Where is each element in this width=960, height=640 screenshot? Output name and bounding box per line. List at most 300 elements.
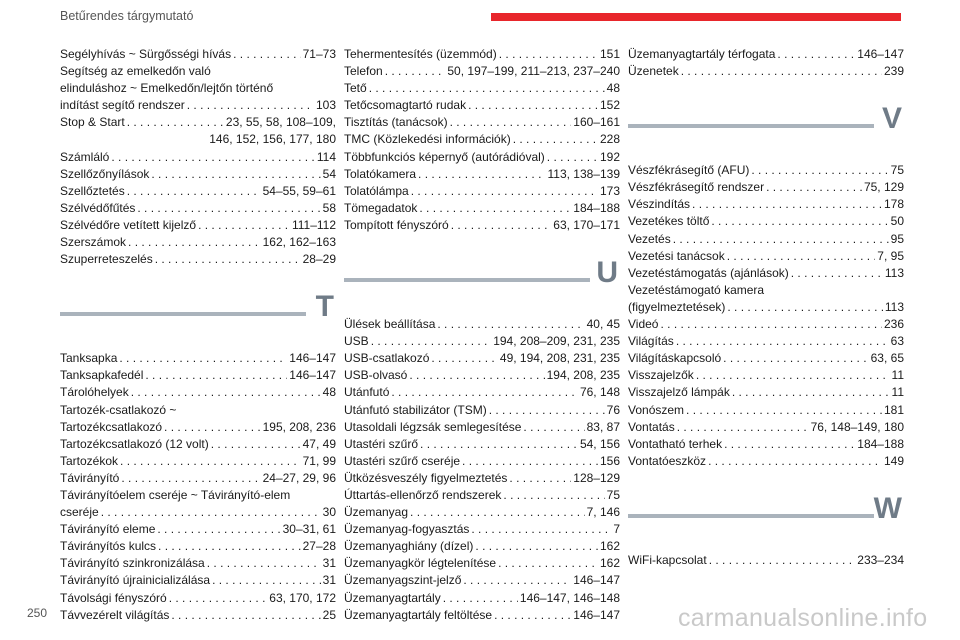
dot-leader [503,487,604,504]
dot-leader [471,521,611,538]
dot-leader [676,333,889,350]
index-entry-pages: 236 [883,317,904,332]
dot-leader [791,265,883,282]
index-entry [628,162,904,179]
section-divider-rule [344,278,590,282]
index-entry-term: TMC (Közlekedési információk) [344,132,511,147]
index-entry [60,436,336,453]
section-letter: U [596,256,618,290]
dot-leader [777,46,855,63]
index-entry [628,350,904,367]
index-entry [628,196,904,213]
dot-leader [121,470,260,487]
index-entry-pages: 239 [883,64,904,79]
index-entry [60,572,336,589]
index-entry-pages-continued: 146, 152, 156, 177, 180 [209,132,336,147]
index-entry-row [60,470,336,487]
index-entry-pages: 178 [883,197,904,212]
index-entry-row [628,316,904,333]
index-entry-term: Tárolóhelyek [60,385,129,400]
index-entry-pages: 49, 194, 208, 231, 235 [499,351,620,366]
dot-leader [418,166,545,183]
index-entry-pages: 113 [884,299,904,314]
watermark: carmanualsonline.info [678,604,928,632]
index-entry [344,63,620,80]
index-entry-term: Szellőzőnyílások [60,166,150,181]
dot-leader [509,470,571,487]
index-entry-term: Stop & Start [60,115,125,130]
index-entry-term: (figyelmeztetések) [628,299,726,314]
index-entry [344,97,620,114]
dot-leader [111,149,315,166]
section-header-t [60,288,336,338]
dot-leader [681,63,882,80]
dot-leader [462,453,598,470]
index-entry-term: Tompított fényszóró [344,217,449,232]
index-column-2 [344,46,620,624]
index-entry-term: Üzemanyagtartály [344,590,441,605]
dot-leader [101,504,321,521]
index-entry [344,607,620,624]
dot-leader [137,200,320,217]
index-entry [344,131,620,148]
index-entry-term: Üzemanyag [344,505,409,520]
index-entry-term: Tolatókamera [344,166,417,181]
index-entry [344,166,620,183]
index-entry-row [344,607,620,624]
index-entry [60,555,336,572]
dot-leader [151,166,320,183]
index-entry [60,402,336,436]
index-entry-pages: 75, 129 [863,180,904,195]
index-entry [344,538,620,555]
index-entry [60,350,336,367]
index-entry [60,590,336,607]
dot-leader [708,453,882,470]
index-entry-row [628,350,904,367]
dot-leader [513,131,598,148]
index-entry [344,80,620,97]
index-entry [60,453,336,470]
index-entry-row [60,149,336,166]
index-entry [628,248,904,265]
index-entry [628,265,904,282]
index-entry-term: Vontatható terhek [628,436,723,451]
index-entry-row [628,436,904,453]
index-entry-row [60,200,336,217]
index-entry [344,504,620,521]
index-entry [628,384,904,401]
index-entry-term: Szellőztetés [60,183,125,198]
dot-leader [158,538,301,555]
index-entry-pages: 162, 162–163 [262,235,336,250]
index-entry-row [344,63,620,80]
index-entry [60,367,336,384]
index-entry-row [60,183,336,200]
index-entry [628,333,904,350]
index-entry-pages: 151 [599,47,620,61]
index-column-3 [628,46,904,569]
dot-leader [727,248,876,265]
index-entry [628,453,904,470]
index-entry-term: Vontatás [628,419,675,434]
index-entry [60,521,336,538]
index-entry-row [628,46,904,63]
index-entry-row [628,231,904,248]
index-entry [344,333,620,350]
index-entry-pages: 75 [890,163,904,178]
index-entry-pages: 27–28 [302,539,336,554]
index-entry-pages: 113 [884,265,904,280]
index-entry-pages: 54 [322,166,336,181]
index-entry-row [628,402,904,419]
dot-leader [411,183,598,200]
index-entry-term: Segélyhívás ~ Sürgősségi hívás [60,47,232,61]
index-entry-row [628,419,904,436]
index-entry-term: Többfunkciós képernyő (autórádióval) [344,149,545,164]
index-entry-row [628,384,904,401]
index-entry-row [344,316,620,333]
section-header-w [628,490,904,540]
index-entry-pages: 47, 49 [302,436,336,451]
index-entry-pages: 7, 95 [877,248,904,263]
index-entry [628,367,904,384]
index-entry-pages: 192 [599,149,620,164]
index-entry-pages: 103 [315,98,336,113]
index-entry-row [60,46,336,63]
index-entry-row [344,131,620,148]
index-entry-row [344,333,620,350]
index-entry [60,234,336,251]
dot-leader [164,419,261,436]
dot-leader [207,555,321,572]
index-entry-pages: 58 [322,200,336,215]
index-entry [344,402,620,419]
index-entry-pages: 63 [890,334,904,349]
index-entry-term: Segítség az emelkedőn való [60,64,211,79]
index-entry [628,419,904,436]
index-entry-pages: 54, 156 [579,436,620,451]
index-entry-row [344,217,620,234]
dot-leader [673,231,889,248]
index-entry-row [60,97,336,114]
index-entry-row [628,162,904,179]
index-entry-term: Távirányító újrainicializálása [60,573,211,588]
index-entry-term: Szuperreteszelés [60,252,153,267]
index-entry-term: Utasoldali légzsák semlegesítése [344,419,522,434]
dot-leader [724,436,855,453]
index-entry-row [628,333,904,350]
index-entry-row [60,251,336,268]
index-entry-term: Visszajelző lámpák [628,385,730,400]
index-entry-pages: 30–31, 61 [282,522,336,537]
index-entry [628,282,904,316]
index-entry-row [344,166,620,183]
index-entry-row [344,384,620,401]
dot-leader [198,217,290,234]
index-entry-row [60,367,336,384]
index-entry-term: Tetőcsomagtartó rudak [344,98,467,113]
section-letter: T [315,290,334,324]
dot-leader [696,367,890,384]
index-entry-row [60,166,336,183]
index-entry-row [60,114,336,131]
index-entry-term: Tömegadatok [344,200,418,215]
dot-leader [155,251,301,268]
index-entry-pages: 146–147 [573,573,620,588]
index-entry-term: Világítás [628,334,674,349]
index-entry [60,63,336,114]
index-entry-row [628,196,904,213]
index-column-1 [60,46,336,624]
index-entry-row [344,590,620,607]
index-entry [628,436,904,453]
index-entry-pages: 7, 146 [586,505,620,520]
dot-leader [499,46,598,63]
index-entry-pages: 95 [890,231,904,246]
dot-leader [391,384,578,401]
index-entry-term: Úttartás-ellenőrző rendszerek [344,487,502,502]
index-entry-term: Ütközésveszély figyelmeztetés [344,470,508,485]
index-entry-pages: 146–147, 146–148 [519,590,620,605]
index-entry-term: Üzemanyaghiány (dízel) [344,539,474,554]
index-entry-term: Visszajelzők [628,368,694,383]
index-entry [628,402,904,419]
section-header-v [628,100,904,150]
index-entry-pages: 228 [599,132,620,147]
index-entry-term: Vonószem [628,402,685,417]
dot-leader [120,453,301,470]
dot-leader [127,183,261,200]
index-entry-term: Tartozékcsatlakozó (12 volt) [60,436,209,451]
index-entry-term: Tolatólámpa [344,183,409,198]
dot-leader [233,46,301,63]
index-entry-row [628,248,904,265]
index-entry-row [344,350,620,367]
index-entry-pages: 11 [891,368,904,383]
index-entry-pages: 63, 65 [870,351,904,366]
index-entry-row [628,213,904,230]
dot-leader [523,419,584,436]
dot-leader [711,213,888,230]
index-entry [60,538,336,555]
index-entry-row [344,572,620,589]
index-entry-term: Üzemanyagszint-jelző [344,573,462,588]
index-entry [344,555,620,572]
index-entry-term: Tanksapka [60,351,118,366]
index-entry-pages: 28–29 [302,252,336,267]
section-letter: V [881,102,902,136]
index-entry-term: Tető [344,81,367,96]
index-entry-row [628,299,904,316]
index-entry-term: Utánfutó [344,385,390,400]
index-entry-pages: 162 [599,556,620,571]
index-entry-row [628,367,904,384]
index-entry-pages: 63, 170, 172 [269,590,336,605]
index-entry-row [628,179,904,196]
dot-leader [451,217,552,234]
index-entry [344,316,620,333]
dot-leader [751,162,888,179]
index-entry-term: Utastéri szűrő cseréje [344,453,461,468]
index-entry-pages: 76, 148–149, 180 [810,419,904,434]
index-entry-pages: 40, 45 [586,317,620,332]
index-entry-row [60,217,336,234]
index-entry-pages: 76 [606,402,620,417]
index-entry [344,590,620,607]
index-entry-term: Szélvédőre vetített kijelző [60,217,197,232]
dot-leader [660,316,881,333]
section-divider-rule [628,514,874,518]
index-entry [344,149,620,166]
index-entry-pages: 156 [599,453,620,468]
index-entry-pages: 63, 170–171 [553,217,620,232]
index-entry-term: Távvezérelt világítás [60,607,170,622]
index-entry-row [60,436,336,453]
index-entry-term: USB-csatlakozó [344,351,430,366]
index-entry-row [344,114,620,131]
index-entry-pages: 11 [891,385,904,400]
index-entry-row [60,521,336,538]
index-entry-pages: 111–112 [291,217,336,232]
index-entry-row [344,80,620,97]
index-entry-term: Üzemanyag-fogyasztás [344,522,470,537]
index-entry-row [344,367,620,384]
index-entry-row [344,200,620,217]
page-header-title: Betűrendes tárgymutató [60,9,194,23]
dot-leader [212,572,321,589]
index-entry-pages: 48 [322,385,336,400]
index-entry-row [344,504,620,521]
index-entry-pages: 128–129 [573,470,620,485]
index-entry [628,63,904,80]
index-entry-pages: 31 [322,556,336,571]
index-entry-term: elinduláshoz ~ Emelkedőn/lejtőn történő [60,81,274,96]
index-entry-pages: 71, 99 [302,453,336,468]
index-entry-term: Üzemanyagtartály térfogata [628,47,776,61]
section-letter: W [873,491,902,525]
index-entry [60,183,336,200]
index-entry-row [344,149,620,166]
index-entry-pages: 195, 208, 236 [262,419,336,434]
dot-leader [145,367,287,384]
dot-leader [431,350,498,367]
index-entry-row [344,183,620,200]
index-entry [344,470,620,487]
index-entry [628,179,904,196]
index-entry [344,521,620,538]
index-entry-term: WiFi-kapcsolat [628,552,707,567]
index-entry-term: Vezetéstámogató kamera [628,282,765,297]
index-entry-pages: 173 [599,183,620,198]
dot-leader [171,607,320,624]
index-entry-term: Tartozékok [60,453,119,468]
dot-leader [369,80,605,97]
index-entry [344,350,620,367]
index-entry [344,487,620,504]
index-entry-term: Tartozék-csatlakozó ~ [60,402,177,417]
index-entry-row [60,590,336,607]
index-entry-term: Távirányítós kulcs [60,539,157,554]
index-entry [60,149,336,166]
index-entry-pages: 24–27, 29, 96 [262,470,336,485]
index-entry [344,419,620,436]
index-entry-term: indítást segítő rendszer [60,98,185,113]
index-entry-pages: 83, 87 [586,419,620,434]
index-entry-pages: 160–161 [573,115,620,130]
index-entry-row [60,607,336,624]
index-entry [60,487,336,521]
index-entry-term: Vészfékrásegítő rendszer [628,180,765,195]
page-number: 250 [27,606,48,620]
index-entry-row [344,46,620,63]
index-entry-pages: 76, 148 [579,385,620,400]
index-entry [344,183,620,200]
index-entry-pages: 181 [883,402,904,417]
index-entry-pages: 50, 197–199, 211–213, 237–240 [447,64,620,79]
dot-leader [766,179,862,196]
index-entry [344,367,620,384]
index-entry-row [60,555,336,572]
index-entry-pages: 75 [606,487,620,502]
index-entry-term: Vezetékes töltő [628,214,710,229]
index-entry-row [60,384,336,401]
index-entry-pages: 146–147 [289,351,336,366]
index-entry-term: Vészindítás [628,197,691,212]
index-entry-row [344,555,620,572]
index-entry [344,114,620,131]
dot-leader [727,299,882,316]
index-entry-pages: 146–147 [573,607,620,622]
dot-leader [494,607,571,624]
index-entry [628,46,904,63]
dot-leader [677,419,809,436]
index-entry-row [344,436,620,453]
index-entry-term: Tartozékcsatlakozó [60,419,163,434]
index-entry-term: Világításkapcsoló [628,351,722,366]
index-entry-row [344,453,620,470]
index-entry-row [60,419,336,436]
index-entry-row [628,453,904,470]
index-entry [628,231,904,248]
dot-leader [475,538,598,555]
index-entry [60,200,336,217]
index-entry-row [60,453,336,470]
dot-leader [410,504,585,521]
dot-leader [498,555,598,572]
index-entry-term: Üzenetek [628,64,679,79]
index-entry-term: Üzemanyagkör légtelenítése [344,556,497,571]
index-entry-pages: 152 [599,98,620,113]
index-entry [60,607,336,624]
dot-leader [420,436,578,453]
index-entry-term: Szerszámok [60,235,127,250]
index-entry-term: USB [344,334,369,349]
dot-leader [169,590,268,607]
index-entry [628,552,904,569]
header-accent-bar [491,13,901,21]
dot-leader [127,114,224,131]
index-entry-pages: 233–234 [857,552,904,567]
index-entry-row [60,234,336,251]
index-entry-term: Vezetési tanácsok [628,248,725,263]
index-entry-pages: 48 [606,81,620,96]
dot-leader [468,97,598,114]
index-entry-term: Távirányító eleme [60,522,156,537]
index-entry-term: Tanksapkafedél [60,368,144,383]
index-entry-row [344,521,620,538]
index-entry [60,384,336,401]
